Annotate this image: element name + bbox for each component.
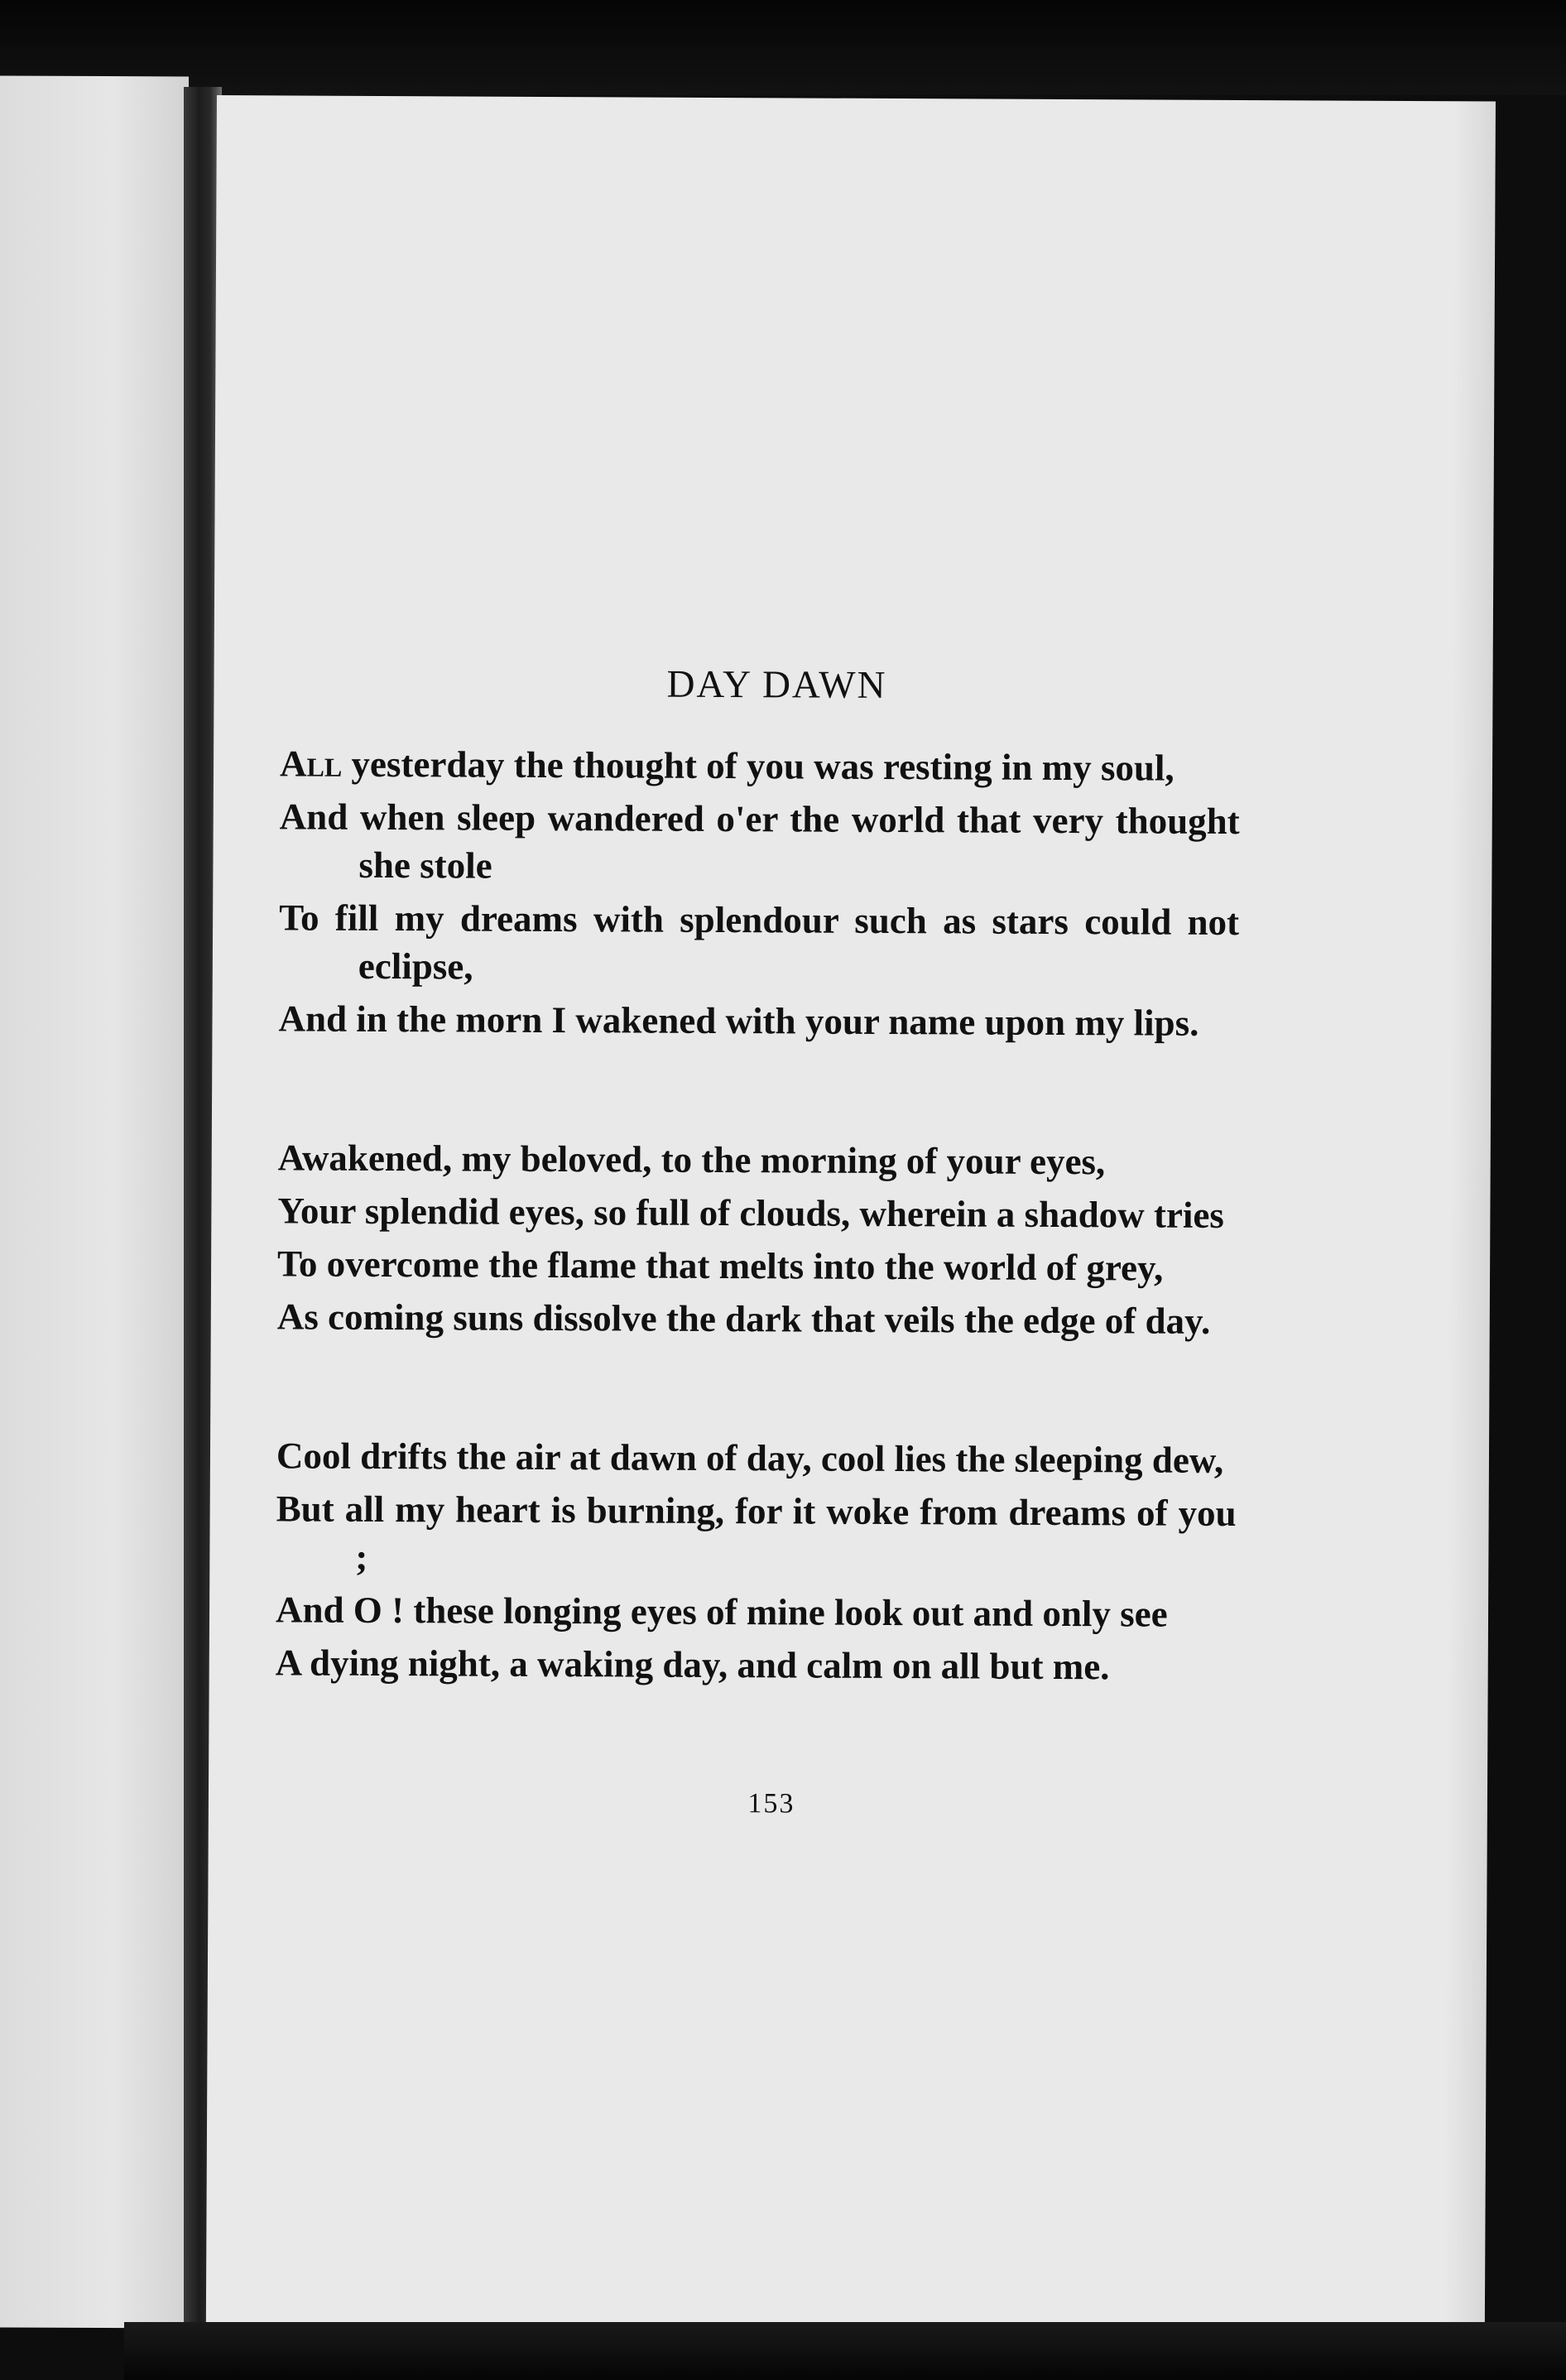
poem-line: And in the morn I wakened with your name upon my lips.	[278, 998, 1199, 1044]
poem-line: Awakened, my beloved, to the morning of your eyes,	[277, 1137, 1106, 1183]
poem-line: And when sleep wandered o'er the world that very thought she stole	[279, 796, 1240, 887]
poem	[275, 658, 1241, 1830]
top-shadow	[0, 0, 1566, 95]
previous-page-edge	[0, 76, 189, 2329]
page-number: 153	[747, 1788, 795, 1820]
poem-line: But all my heart is burning, for it woke from dreams of you ;	[276, 1488, 1237, 1578]
poem-line: And O ! these longing eyes of mine look out and only see	[275, 1589, 1168, 1635]
poem-line	[280, 739, 1240, 792]
poem-line: A dying night, a waking day, and calm on all but me.	[275, 1642, 1110, 1688]
poem-title: DAY DAWN	[666, 662, 887, 707]
poem-line: Cool drifts the air at dawn of day, cool lies the sleeping dew,	[276, 1435, 1224, 1481]
poem-first-word: All	[279, 743, 343, 785]
page-shadow	[1444, 101, 1496, 2328]
poem-line: As coming suns dissolve the dark that veils the edge of day.	[276, 1296, 1211, 1342]
bottom-edge	[124, 2322, 1566, 2380]
stanza-1	[278, 739, 1240, 1047]
poem-line: Your splendid eyes, so full of clouds, wherein a shadow tries	[277, 1190, 1225, 1236]
book-page	[206, 95, 1496, 2329]
poem-line-text: yesterday the thought of you was resting in my soul,	[342, 743, 1174, 789]
poem-line: To fill my dreams with splendour such as stars could not eclipse,	[279, 897, 1240, 988]
stanza-3	[276, 1431, 1237, 1691]
poem-line: To overcome the flame that melts into the world of grey,	[276, 1243, 1164, 1289]
stanza-2	[277, 1133, 1238, 1345]
